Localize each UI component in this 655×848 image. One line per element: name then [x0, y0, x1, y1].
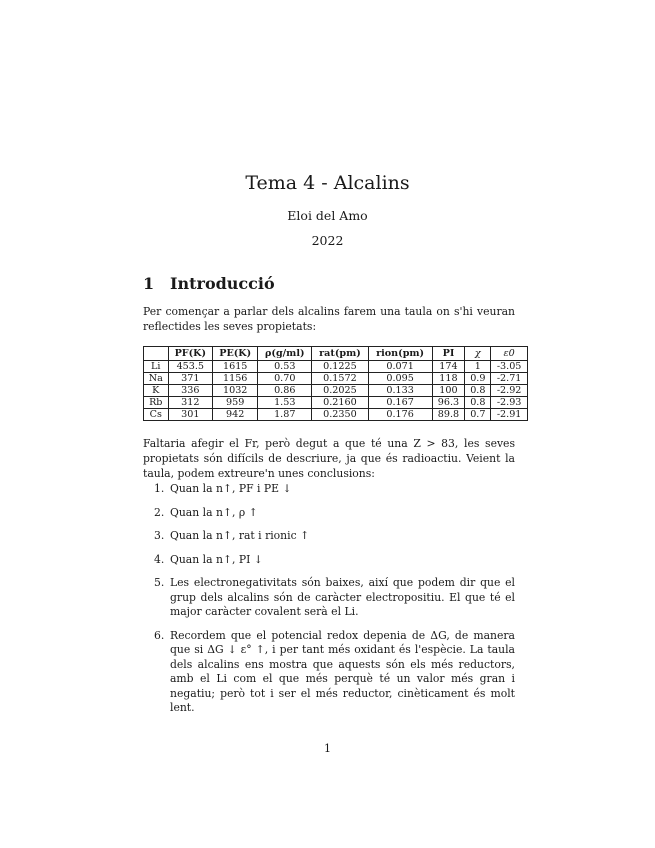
table-cell: Na — [144, 373, 169, 385]
list-item-text: Quan la n↑, PF i PE ↓ — [170, 482, 292, 495]
table-row — [144, 397, 528, 409]
table-row — [144, 373, 528, 385]
table-cell: Li — [144, 361, 169, 373]
table-cell: K — [144, 385, 169, 397]
table-cell: 0.1225 — [312, 361, 368, 373]
table-cell: -2.71 — [491, 373, 528, 385]
table-cell: 0.86 — [258, 385, 312, 397]
header-cell-pf: PF(K) — [168, 347, 213, 361]
table-cell: 0.9 — [465, 373, 491, 385]
table-cell: 100 — [432, 385, 465, 397]
header-cell-epsilon: ε0 — [491, 347, 528, 361]
table-cell: 0.133 — [368, 385, 432, 397]
table-cell: 174 — [432, 361, 465, 373]
table-cell: 0.2160 — [312, 397, 368, 409]
table-cell: -2.93 — [491, 397, 528, 409]
table-cell: 942 — [213, 409, 258, 421]
document-date: 2022 — [311, 233, 344, 248]
table-cell: 312 — [168, 397, 213, 409]
table-cell: 0.2025 — [312, 385, 368, 397]
header-cell-pe: PE(K) — [213, 347, 258, 361]
conclusions-list — [143, 482, 515, 725]
table-cell: 1.87 — [258, 409, 312, 421]
table-cell: 371 — [168, 373, 213, 385]
list-item: 5. Les electronegativitats són baixes, així que podem dir que el grup dels alcalins són de caràcter electropositiu. El que té el major caràcter covalent serà el Li. — [154, 576, 515, 618]
table-cell: -3.05 — [491, 361, 528, 373]
table-cell: 89.8 — [432, 409, 465, 421]
table-cell: 1615 — [213, 361, 258, 373]
table-cell: 0.53 — [258, 361, 312, 373]
section-number: 1 — [143, 274, 155, 293]
table-cell: 0.1572 — [312, 373, 368, 385]
header-cell-rat: rat(pm) — [312, 347, 368, 361]
conclusions-intro-paragraph: Faltaria afegir el Fr, però degut a que té una Z > 83, les seves propietats són difícils de descriure, ja que és radioactiu. Veient la taula, podem extreure'n unes conclusions: — [143, 437, 515, 480]
table-cell: 0.071 — [368, 361, 432, 373]
list-item-text: Recordem que el potencial redox depenia de ΔG, de manera que si ΔG ↓ ε° ↑, i per tant més oxidant és l'espècie. La taula dels alcalins ens mostra que aquests són els més reductors, amb el Li com el que més perquè té un valor més gran i negatiu; però tot i ser el més reductor, cinèticament és molt lent. — [170, 628, 515, 714]
table-cell: 1156 — [213, 373, 258, 385]
header-cell-rion: rion(pm) — [368, 347, 432, 361]
table-cell: -2.91 — [491, 409, 528, 421]
header-cell-pi: PI — [432, 347, 465, 361]
list-item-text: Quan la n↑, ρ ↑ — [170, 505, 258, 519]
table-cell: 0.2350 — [312, 409, 368, 421]
list-item: 3. Quan la n↑, rat i rionic ↑ — [154, 529, 310, 542]
table-cell: -2.92 — [491, 385, 528, 397]
section-heading — [143, 274, 275, 293]
properties-table — [143, 346, 528, 421]
list-item-text: Les electronegativitats són baixes, així que podem dir que el grup dels alcalins són de caràcter electropositiu. El que té el major caràcter covalent serà el Li. — [170, 576, 515, 618]
table-row — [144, 385, 528, 397]
table-header-row — [144, 347, 528, 361]
list-item: 1. Quan la n↑, PF i PE ↓ — [154, 482, 292, 495]
list-item: 2. Quan la n↑, ρ ↑ — [154, 505, 258, 519]
table-cell: 1.53 — [258, 397, 312, 409]
table-cell: 453.5 — [168, 361, 213, 373]
table-cell: 0.167 — [368, 397, 432, 409]
table-cell: Cs — [144, 409, 169, 421]
table-cell: 0.8 — [465, 397, 491, 409]
list-item-text: Quan la n↑, rat i rionic ↑ — [170, 529, 310, 542]
list-item-text: Quan la n↑, PI ↓ — [170, 552, 263, 566]
table-cell: Rb — [144, 397, 169, 409]
intro-paragraph: Per començar a parlar dels alcalins farem una taula on s'hi veuran reflectides les seves propietats: — [143, 305, 515, 333]
table-cell: 959 — [213, 397, 258, 409]
table-cell: 336 — [168, 385, 213, 397]
table-cell: 118 — [432, 373, 465, 385]
document-title: Tema 4 - Alcalins — [245, 172, 410, 194]
table-cell: 1032 — [213, 385, 258, 397]
table-row — [144, 361, 528, 373]
list-item: 4. Quan la n↑, PI ↓ — [154, 552, 263, 566]
header-cell-density: ρ(g/ml) — [258, 347, 312, 361]
table-cell: 0.095 — [368, 373, 432, 385]
header-cell-empty — [144, 347, 169, 361]
table-cell: 1 — [465, 361, 491, 373]
page-number: 1 — [324, 742, 331, 755]
author-name: Eloi del Amo — [287, 208, 368, 223]
table-cell: 0.8 — [465, 385, 491, 397]
table-row — [144, 409, 528, 421]
table-cell: 96.3 — [432, 397, 465, 409]
section-title: Introducció — [170, 274, 275, 293]
header-cell-chi: χ — [465, 347, 491, 361]
table-cell: 0.176 — [368, 409, 432, 421]
table-cell: 0.7 — [465, 409, 491, 421]
list-item: 6. Recordem que el potencial redox depenia de ΔG, de manera que si ΔG ↓ ε° ↑, i per tant més oxidant és l'espècie. La taula dels alcalins ens mostra que aquests són els més reductors, amb el Li com el que més perquè té un valor més gran i negatiu; però tot i ser el més reductor, cinèticament és molt lent. — [154, 628, 515, 714]
table-cell: 301 — [168, 409, 213, 421]
table-cell: 0.70 — [258, 373, 312, 385]
